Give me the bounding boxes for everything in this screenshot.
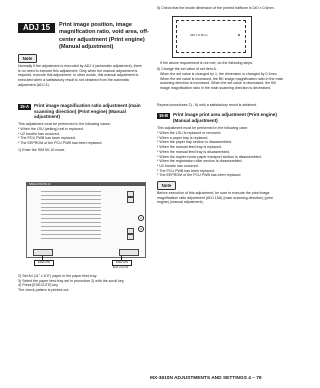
callout-line-left	[42, 256, 43, 260]
figure-marker: B	[238, 33, 241, 37]
figure-dimension: 240 ± 0.5mm	[190, 33, 208, 37]
sec15b-note: Before execution of this adjustment, be sure to execute the print image magnification ratio adjustment (ADJ 15A) (main scanning direction) (print engine) (manual adjustment).	[157, 191, 273, 205]
screen-row	[41, 203, 101, 204]
screen-row	[41, 191, 101, 192]
sec15b-note-label: Note	[157, 181, 176, 190]
step-6-detail	[160, 72, 285, 91]
case-item: * When the LSU is replaced or removed.	[157, 131, 222, 135]
step-item: 4) Press [EXECUTE] key.	[18, 283, 59, 288]
case-item: * The EEPROM of the PCU PWB has been replaced.	[157, 173, 242, 178]
case-item: * The PCU PWB has been replaced.	[18, 136, 76, 141]
screen-rows	[41, 191, 101, 238]
screen-row	[41, 226, 101, 227]
screen-left-key[interactable]	[33, 249, 53, 256]
step-6-line: When the set value is increased, the BK image magnification ratio in the main scanning direction is increased. When the set value is decreased, the BK image magnification ratio in the main scanning direction is decreased.	[160, 76, 284, 91]
screen-row	[41, 230, 101, 231]
screen-row	[41, 199, 101, 200]
sec15b-cases	[157, 131, 282, 178]
screen-row	[41, 234, 101, 235]
sec15b-title: Print image print area adjustment (Print engine) (Manual adjustment)	[173, 112, 277, 123]
end-of-print-label: End of print	[113, 265, 129, 269]
adj15-title: Print image position, image magnification ratio, void area, off-center adjustment (Print engine) (Manual adjustment)	[59, 22, 149, 51]
case-item: * When the paper tray section is disassembled.	[157, 140, 232, 145]
callout-left: EXECUTE	[34, 260, 54, 266]
screen-row	[41, 210, 101, 211]
sec15a-cases	[18, 127, 143, 146]
sec15b-lead: This adjustment must be performed in the following case:	[157, 126, 248, 130]
step-item: 2) Set A4 (11" x 8.5") paper in the paper feed tray.	[18, 274, 98, 278]
step-item: 3) Select the paper feed tray set in procedure 2) with the scroll key.	[18, 278, 125, 283]
screen-row	[41, 207, 101, 208]
sec15b-badge: 15-B	[158, 113, 169, 118]
case-item: * U2 trouble has occurred.	[157, 163, 199, 168]
note-after-figure: If the above requirement is not met, do the following steps.	[160, 61, 254, 65]
screen-row	[41, 238, 101, 239]
screen-execute-key[interactable]	[119, 249, 139, 256]
marker-2: 2	[138, 215, 144, 221]
callout-execute: EXECUTE	[112, 260, 132, 266]
step-6-line: When the set value is changed by 1, the dimension is changed by 0.1mm.	[160, 72, 278, 76]
case-item: * When the duplex mode paper transport section is disassembled.	[157, 154, 262, 159]
screen-header-text: SIMULATION 50-10	[29, 182, 51, 186]
callout-line-right	[121, 256, 122, 260]
case-item: * The EEPROM of the PCU PWB has been replaced.	[18, 141, 103, 146]
case-item: * When the manual feed tray is disassembled.	[157, 149, 231, 154]
simulation-screen	[26, 182, 146, 258]
screen-row	[41, 195, 101, 196]
halftone-inner	[176, 20, 246, 53]
screen-row	[41, 222, 101, 223]
scroll-down-button[interactable]	[127, 197, 134, 203]
marker-3: 3	[138, 226, 144, 232]
page-footer: MX-3610N ADJUSTMENTS AND SETTINGS 4 – 79	[150, 376, 262, 381]
case-item: * U2 trouble has occurred.	[18, 131, 60, 136]
note-label: Note	[18, 54, 37, 63]
screen-row	[41, 218, 101, 219]
screen-row	[41, 214, 101, 215]
intro-note: Normally if the adjustment is executed by ADJ 4 (automatic adjustment), there is no need to execute this adjustment. Only when the manual adjustment is required, execute this adjustment. In other words, this manual adjustment is executed when a satisfactory result is not obtained from the automatic adjustment (ADJ 4).	[18, 64, 142, 87]
step-6: 6) Change the set value of set item A.	[157, 67, 217, 71]
steps-after-screen	[18, 274, 143, 293]
sec15a-badge: 15-A	[19, 104, 30, 109]
sec15a-title: Print image magnification ratio adjustment (main scanning direction) (Print engine) (Manual adjustment)	[34, 103, 141, 120]
repeat-text: Repeat procedures 2) - 6) until a satisfactory result is obtained.	[157, 103, 258, 107]
case-item: * When the manual feed tray is replaced.	[157, 145, 222, 150]
case-item: * The PCU PWB has been replaced.	[157, 168, 215, 173]
adj15-badge: ADJ 15	[18, 23, 55, 33]
sec15a-lead: This adjustment must be performed in the following cases:	[18, 122, 111, 126]
step-5: 5) Check that the inside dimension of the printed halftone is 240 ± 0.5mm.	[157, 6, 275, 10]
case-item: * When the LSU (writing) unit is replaced.	[18, 127, 84, 131]
step-item: The check pattern is printed out.	[18, 288, 70, 293]
case-item: * When a paper tray is replaced.	[157, 135, 209, 140]
case-item: * When the registration roller section is disassembled.	[157, 159, 243, 164]
step-1: 1) Enter the SIM 50-10 mode.	[18, 148, 66, 152]
scroll-down-button-2[interactable]	[127, 234, 134, 240]
